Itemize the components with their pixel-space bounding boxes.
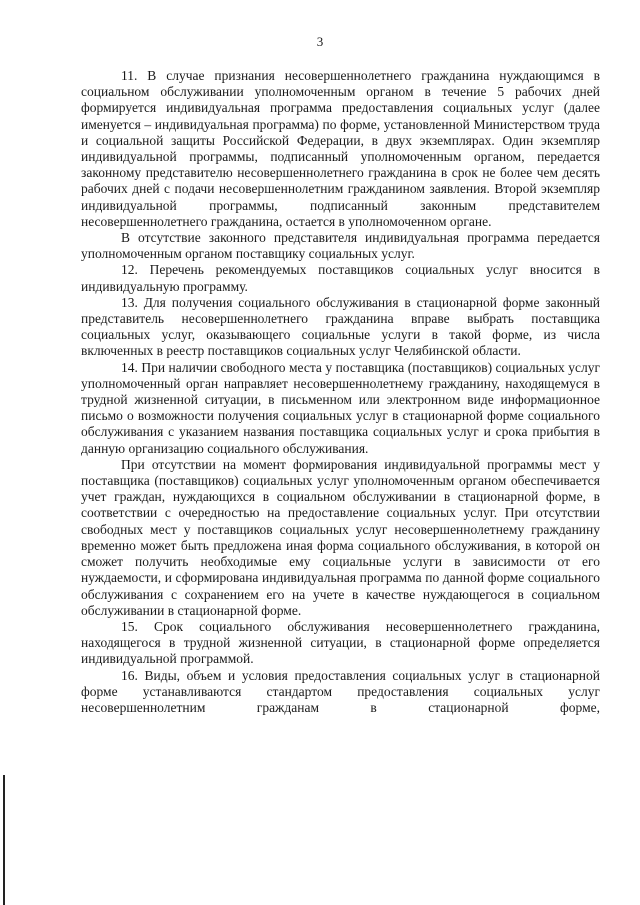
paragraph-11-continuation: В отсутствие законного представителя индивидуальная программа передается уполномоченным органом поставщику социальных услуг. xyxy=(81,230,600,262)
paragraph-14: 14. При наличии свободного места у поставщика (поставщиков) социальных услуг уполномоченный орган направляет несовершеннолетнему гражданину, находящемуся в трудной жизненной ситуации, в письменном или электронном виде информационное письмо о возможности получения социальных услуг в стационарной форме социального обслуживания с указанием названия поставщика социальных услуг и срока прибытия в данную организацию социального обслуживания. xyxy=(81,359,600,456)
paragraph-13: 13. Для получения социального обслуживания в стационарной форме законный представитель несовершеннолетнего гражданина вправе выбрать поставщика социальных услуг, оказывающего социальные услуги в такой форме, из числа включенных в реестр поставщиков социальных услуг Челябинской области. xyxy=(81,294,600,359)
paragraph-12: 12. Перечень рекомендуемых поставщиков социальных услуг вносится в индивидуальную программу. xyxy=(81,262,600,294)
document-body xyxy=(81,68,600,716)
paragraph-11: 11. В случае признания несовершеннолетнего гражданина нуждающимся в социальном обслуживании уполномоченным органом в течение 5 рабочих дней формируется индивидуальная программа предоставления социальных услуг (далее именуется – индивидуальная программа) по форме, установленной Министерством труда и социальной защиты Российской Федерации, в двух экземплярах. Один экземпляр индивидуальной программы, подписанный уполномоченным органом, передается законному представителю несовершеннолетнего гражданина в срок не более чем десять рабочих дней с подачи несовершеннолетним гражданином заявления. Второй экземпляр индивидуальной программы, подписанный законным представителем несовершеннолетнего гражданина, остается в уполномоченном органе. xyxy=(81,68,600,229)
paragraph-16: 16. Виды, объем и условия предоставления социальных услуг в стационарной форме устанавливаются стандартом предоставления социальных услуг несовершеннолетним гражданам в стационарной форме, xyxy=(81,667,600,715)
paragraph-15: 15. Срок социального обслуживания несовершеннолетнего гражданина, находящегося в трудной жизненной ситуации, в стационарной форме определяется индивидуальной программой. xyxy=(81,618,600,667)
scan-edge-line xyxy=(3,775,5,905)
paragraph-14-continuation: При отсутствии на момент формирования индивидуальной программы мест у поставщика (поставщиков) социальных услуг уполномоченным органом обеспечивается учет граждан, нуждающихся в социальном обслуживании в стационарной форме, в соответствии с очередностью на предоставление социальных услуг. При отсутствии свободных мест у поставщиков социальных услуг несовершеннолетнему гражданину временно может быть предложена иная форма социального обслуживания, в которой он сможет получить необходимые ему социальные услуги в зависимости от его нуждаемости, и сформирована индивидуальная программа по данной форме социального обслуживания с сохранением его на учете в качестве нуждающегося в социальном обслуживании в стационарной форме. xyxy=(81,456,600,618)
page-number: 3 xyxy=(316,34,324,49)
